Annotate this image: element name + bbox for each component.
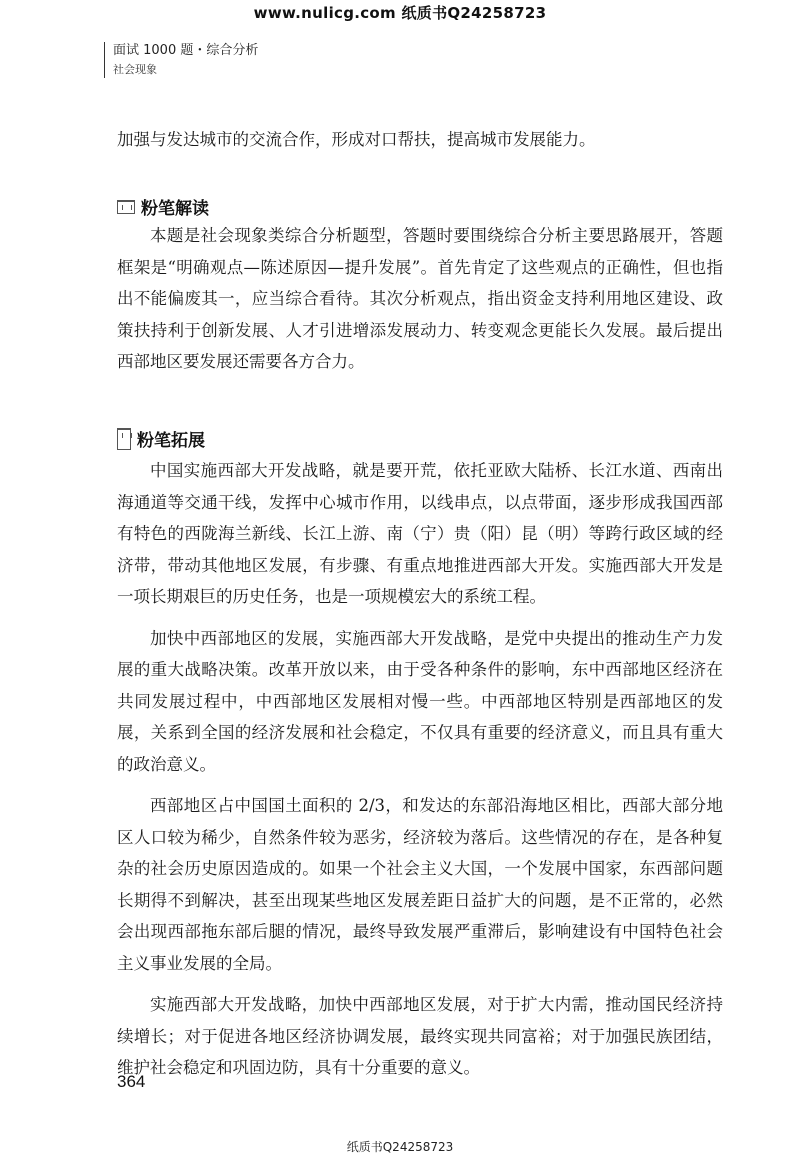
watermark-bottom: 纸质书Q24258723 xyxy=(346,1140,454,1154)
book-icon xyxy=(117,200,135,214)
chapter-title: 社会现象 xyxy=(113,63,157,76)
paragraph: 中国实施西部大开发战略，就是要开荒，依托亚欧大陆桥、长江水道、西南出海通道等交通干线，发挥中心城市作用，以线串点，以点带面，逐步形成我国西部有特色的西陇海兰新线、长江上游、南（宁）贵（阳）昆（明）等跨行政区域的经济带，带动其他地区发展，有步骤、有重点地推进西部大开发。实施西部大开发是一项长期艰巨的历史任务，也是一项规模宏大的系统工程。 xyxy=(117,461,723,606)
lead-paragraph xyxy=(117,124,723,166)
section-title: 粉笔拓展 xyxy=(137,431,205,451)
section-title: 粉笔解读 xyxy=(141,199,209,219)
paragraph: 加快中西部地区的发展，实施西部大开发战略，是党中央提出的推动生产力发展的重大战略决策。改革开放以来，由于受各种条件的影响，东中西部地区经济在共同发展过程中，中西部地区发展相对慢一些。中西部地区特别是西部地区的发展，关系到全国的经济发展和社会稳定，不仅具有重要的经济意义，而且具有重大的政治意义。 xyxy=(117,628,723,774)
section-body-extension xyxy=(117,455,723,1094)
paragraph: 实施西部大开发战略，加快中西部地区发展，对于扩大内需，推动国民经济持续增长；对于促进各地区经济协调发展，最终实现共同富裕；对于加强民族团结，维护社会稳定和巩固边防，具有十分重要的意义。 xyxy=(117,995,723,1077)
paragraph: 西部地区占中国国土面积的 2/3，和发达的东部沿海地区相比，西部大部分地区人口较为稀少，自然条件较为恶劣，经济较为落后。这些情况的存在，是各种复杂的社会历史原因造成的。如果一个社会主义大国，一个发展中国家，东西部问题长期得不到解决，甚至出现某些地区发展差距日益扩大的问题，是不正常的，必然会出现西部拖东部后腿的情况，最终导致发展严重滞后，影响建设有中国特色社会主义事业发展的全局。 xyxy=(117,796,723,973)
book-title: 面试 1000 题・综合分析 xyxy=(113,43,259,58)
expand-icon xyxy=(117,428,131,450)
section-heading-extension xyxy=(117,426,205,451)
watermark-top: www.nulicg.com 纸质书Q24258723 xyxy=(253,4,547,22)
paragraph: 本题是社会现象类综合分析题型，答题时要围绕综合分析主要思路展开，答题框架是“明确观点—陈述原因—提升发展”。首先肯定了这些观点的正确性，但也指出不能偏废其一，应当综合看待。其次分析观点，指出资金支持利用地区建设、政策扶持利于创新发展、人才引进增添发展动力、转变观念更能长久发展。最后提出西部地区要发展还需要各方合力。 xyxy=(117,226,723,371)
lead-text: 加强与发达城市的交流合作，形成对口帮扶，提高城市发展能力。 xyxy=(117,130,596,149)
running-head xyxy=(104,42,258,78)
section-body-interpretation xyxy=(117,220,723,388)
page-number: 364 xyxy=(117,1072,146,1091)
section-heading-interpretation xyxy=(117,194,209,219)
